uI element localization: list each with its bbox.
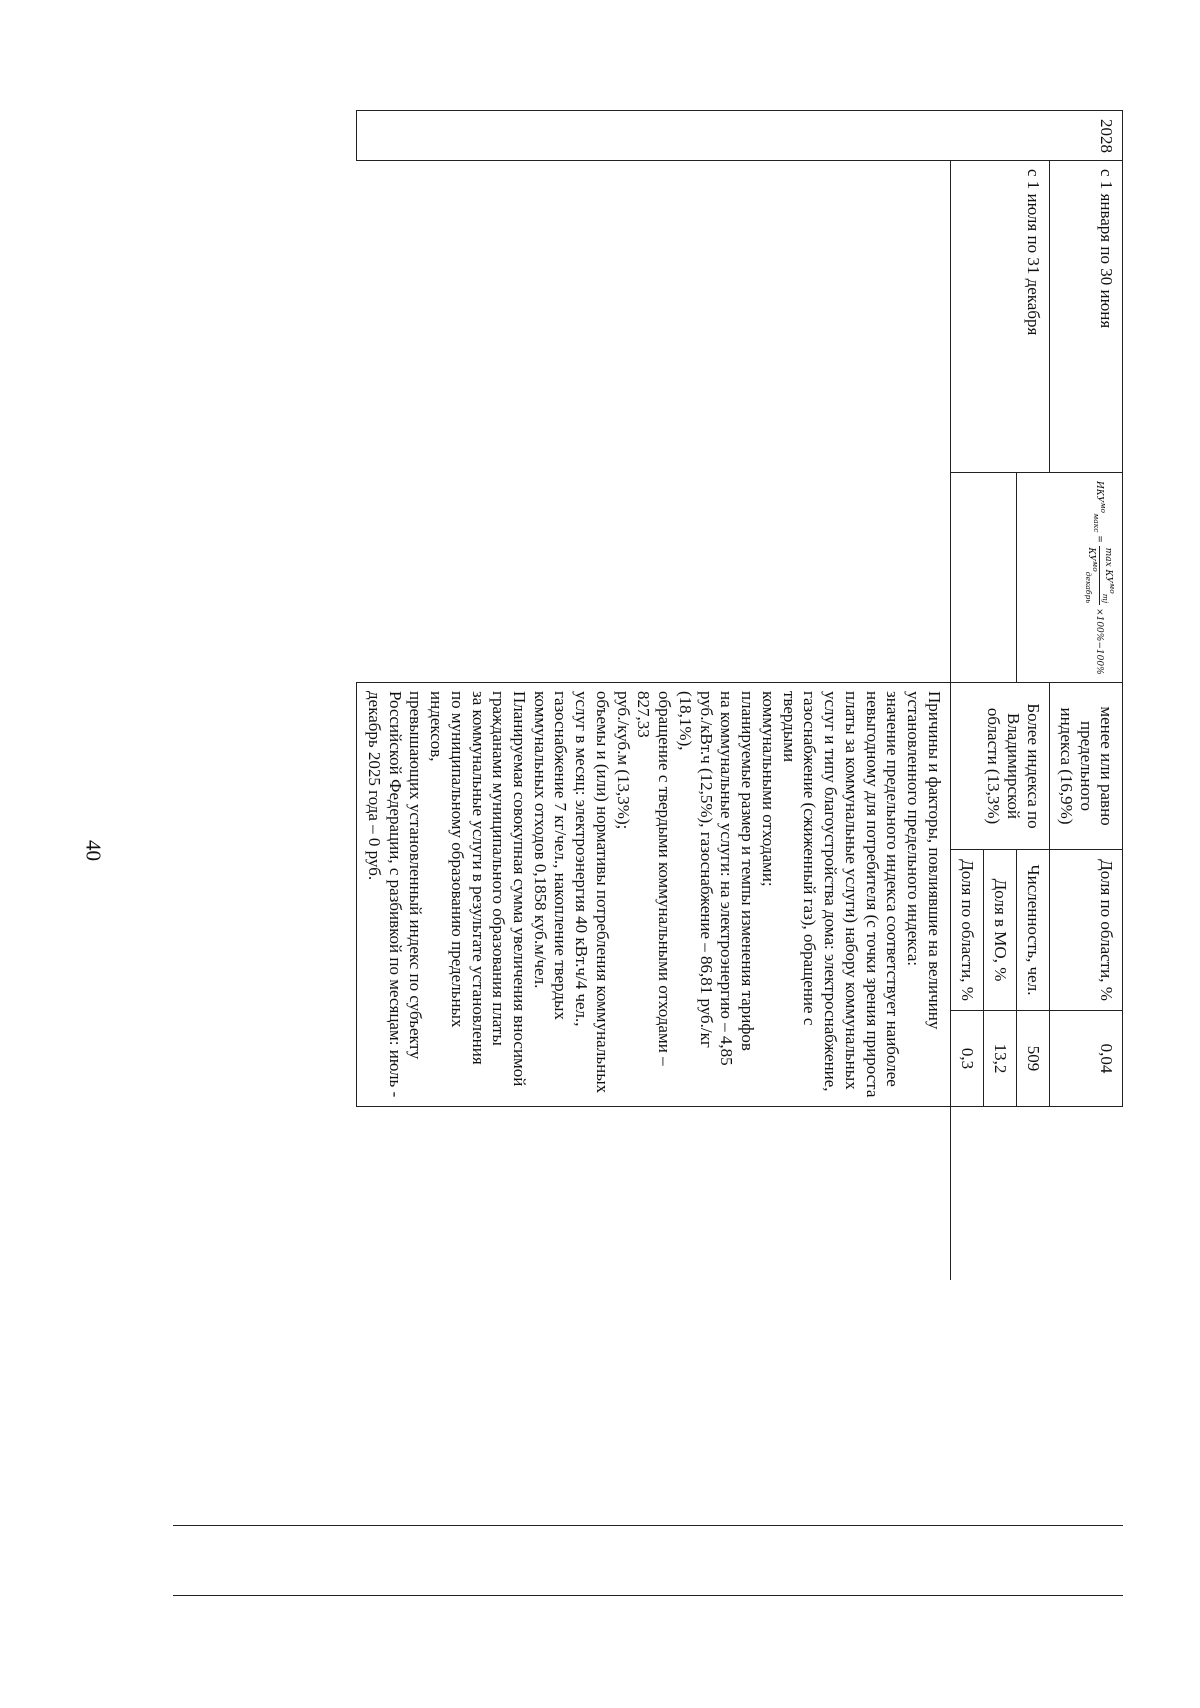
description-line: руб./кВт.ч (12,5%), газоснабжение – 86,81 руб./кг (18,1%), xyxy=(675,691,716,1048)
share-region-label-2: Доля по области, % xyxy=(950,850,983,1011)
description-line: гражданами муниципального образования платы xyxy=(489,691,509,1046)
max-index-formula: $ИКУ^{мо}_{макс}$ = $\max КУ^{мо}_{mj}$ $КУ^{мо}_{декабрь}$ ×100%−100% xyxy=(1084,481,1117,675)
formula-spacer xyxy=(983,473,1016,683)
description-line: коммунальных отходов 0,1858 куб.м/чел. xyxy=(530,691,550,989)
formula-cell xyxy=(1016,473,1122,683)
description-line: невыгодному для потребителя (с точки зрения прироста xyxy=(862,691,882,1098)
share-region-label: Доля по области, % xyxy=(1049,850,1122,1011)
description-line: услуг в месяц: электроэнергия 40 кВт.ч/4 чел., xyxy=(572,691,592,1027)
description-line: коммунальными отходами; xyxy=(758,691,778,887)
table-row xyxy=(357,111,951,1281)
description-line: платы за коммунальные услуги) набору коммунальных xyxy=(841,691,861,1090)
description-line: на коммунальные услуги: на электроэнергию – 4,85 xyxy=(717,691,737,1066)
population-label: Численность, чел. xyxy=(1016,850,1049,1011)
rotated-table-container xyxy=(173,110,1123,1280)
population-value: 509 xyxy=(1016,1011,1049,1107)
description-line: Планируемая совокупная сумма увеличения вносимой xyxy=(510,691,530,1087)
share-mo-label: Доля в МО, % xyxy=(983,850,1016,1011)
empty-cell xyxy=(357,1107,951,1281)
separator-line xyxy=(173,1595,1123,1596)
description-line: Российской Федерации, с разбивкой по месяцам: июль - xyxy=(385,691,405,1098)
condition-gt-index: Более индекса по Владимирской области (13,3%) xyxy=(950,683,1049,850)
description-line: значение предельного индекса соответствует наиболее xyxy=(883,691,903,1087)
description-line: по муниципальному образованию предельных индексов, xyxy=(427,691,467,1028)
description-line: объемы и (или) нормативы потребления коммунальных xyxy=(592,691,612,1094)
description-line: декабрь 2025 года – 0 руб. xyxy=(364,691,384,881)
description-line: газоснабжение 7 кг/чел., накопление твердых xyxy=(551,691,571,1020)
description-line: установленного предельного индекса: xyxy=(903,691,923,967)
period-first-half: с 1 января по 30 июня xyxy=(1049,161,1122,473)
empty-cell xyxy=(357,161,951,683)
description-cell xyxy=(357,683,951,1107)
description-line: газоснабжение (сжиженный газ), обращение с твердыми xyxy=(779,691,820,1026)
description-line: превышающих установленный индекс по субъекту xyxy=(406,691,426,1060)
period-second-half: с 1 июля по 31 декабря xyxy=(950,161,1049,473)
condition-le-limit: менее или равно предельного индекса (16,9%) xyxy=(1049,683,1122,850)
page-number: 40 xyxy=(81,840,106,861)
description-line: планируемые размер и темпы изменения тарифов xyxy=(738,691,758,1051)
share-region-value-2: 0,3 xyxy=(950,1011,983,1107)
description-line: Причины и факторы, повлиявшие на величину xyxy=(924,691,944,1030)
share-mo-value: 13,2 xyxy=(983,1011,1016,1107)
table-row xyxy=(1016,111,1049,1281)
table-row xyxy=(1049,111,1122,1281)
share-region-value: 0,04 xyxy=(1049,1011,1122,1107)
description-line: обращение с твердыми коммунальными отходами – 827,33 xyxy=(634,691,675,1066)
description-line: за коммунальные услуги в результате установления xyxy=(468,691,488,1065)
formula-spacer xyxy=(950,473,983,683)
description-line: услуг и типу благоустройства дома: электроснабжение, xyxy=(821,691,841,1092)
year-cell: 2028 xyxy=(357,111,1123,161)
separator-line xyxy=(173,1525,1123,1526)
index-table xyxy=(356,110,1123,1280)
description-line: руб./куб.м (13,3%); xyxy=(613,691,633,830)
